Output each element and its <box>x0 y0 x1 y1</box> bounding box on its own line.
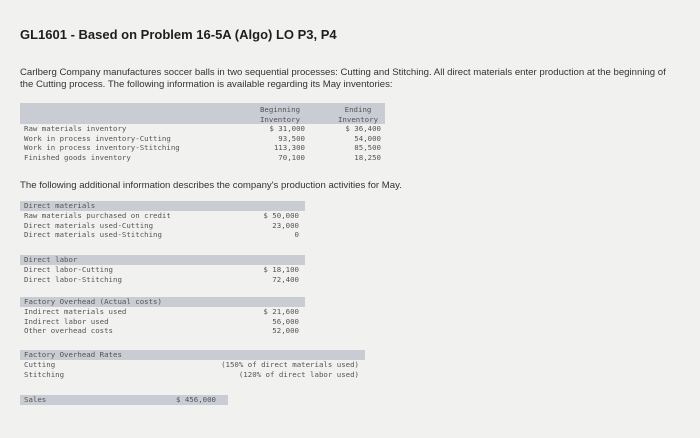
direct-labor-table <box>20 255 305 284</box>
section-header <box>20 350 365 360</box>
section-title: Direct labor <box>24 255 78 264</box>
row-value: 56,000 <box>272 316 299 326</box>
section-title: Factory Overhead (Actual costs) <box>24 297 162 306</box>
inventory-row <box>20 124 385 134</box>
row-value: 0 <box>294 230 299 239</box>
ending-value: 85,500 <box>354 143 381 152</box>
data-row <box>20 360 365 370</box>
row-label: Work in process inventory-Stitching <box>24 143 180 152</box>
row-label: Direct materials used-Cutting <box>24 220 154 230</box>
intro-text: Carlberg Company manufactures soccer balls in two sequential processes: Cutting and Stitching. All direct materials enter production at the beginning of the Cutting process. The following information is available regarding its May inventories: <box>20 67 666 90</box>
inventory-header <box>20 103 385 124</box>
beginning-value: 93,500 <box>278 133 305 143</box>
inventory-table <box>20 103 385 162</box>
section-header <box>20 297 305 307</box>
ending-value: 54,000 <box>354 133 381 143</box>
beginning-value: $ 31,000 <box>269 124 305 133</box>
data-row <box>20 221 305 231</box>
row-label: Direct labor-Cutting <box>24 265 113 274</box>
data-row <box>20 275 305 285</box>
header-ending: Ending Inventory <box>337 105 379 124</box>
row-value: 52,000 <box>272 326 299 335</box>
row-value: (150% of direct materials used) <box>221 360 359 369</box>
beginning-value: 70,100 <box>278 152 305 162</box>
ending-value: 18,250 <box>354 152 381 162</box>
data-row <box>20 370 365 380</box>
inventory-row <box>20 143 385 153</box>
ending-value: $ 36,400 <box>345 124 381 133</box>
row-label: Finished goods inventory <box>24 152 131 162</box>
row-label: Indirect labor used <box>24 316 109 326</box>
beginning-value: 113,300 <box>273 143 305 152</box>
row-label: Other overhead costs <box>24 326 113 335</box>
data-row <box>20 307 305 317</box>
row-label: Cutting <box>24 360 56 369</box>
page-title: GL1601 - Based on Problem 16-5A (Algo) LO P3, P4 <box>20 27 337 42</box>
row-label: Stitching <box>24 369 65 379</box>
data-row <box>20 326 305 336</box>
row-label: Direct materials used-Stitching <box>24 230 162 239</box>
section-title: Direct materials <box>24 201 96 210</box>
overhead-table <box>20 297 305 336</box>
overhead-rates-table <box>20 350 365 379</box>
sales-value: $ 456,000 <box>175 395 216 404</box>
row-label: Indirect materials used <box>24 307 127 316</box>
row-value: 72,400 <box>272 274 299 284</box>
row-value: $ 18,100 <box>263 265 299 274</box>
row-label: Raw materials purchased on credit <box>24 211 171 220</box>
section-title: Factory Overhead Rates <box>24 350 122 359</box>
data-row <box>20 211 305 221</box>
inventory-row <box>20 153 385 163</box>
data-row <box>20 265 305 275</box>
sales-row <box>20 395 228 405</box>
additional-info-text: The following additional information describes the company's production activities for May. <box>20 180 402 191</box>
direct-materials-table <box>20 201 305 240</box>
row-label: Direct labor-Stitching <box>24 274 122 284</box>
data-row <box>20 230 305 240</box>
row-value: (120% of direct labor used) <box>238 369 359 379</box>
header-beginning: Beginning Inventory <box>259 105 301 124</box>
data-row <box>20 317 305 327</box>
section-header <box>20 201 305 211</box>
sales-label: Sales <box>24 395 47 404</box>
row-value: 23,000 <box>272 220 299 230</box>
row-label: Raw materials inventory <box>24 124 127 133</box>
row-value: $ 50,000 <box>263 211 299 220</box>
inventory-row <box>20 134 385 144</box>
row-label: Work in process inventory-Cutting <box>24 133 171 143</box>
section-header <box>20 255 305 265</box>
row-value: $ 21,600 <box>263 307 299 316</box>
